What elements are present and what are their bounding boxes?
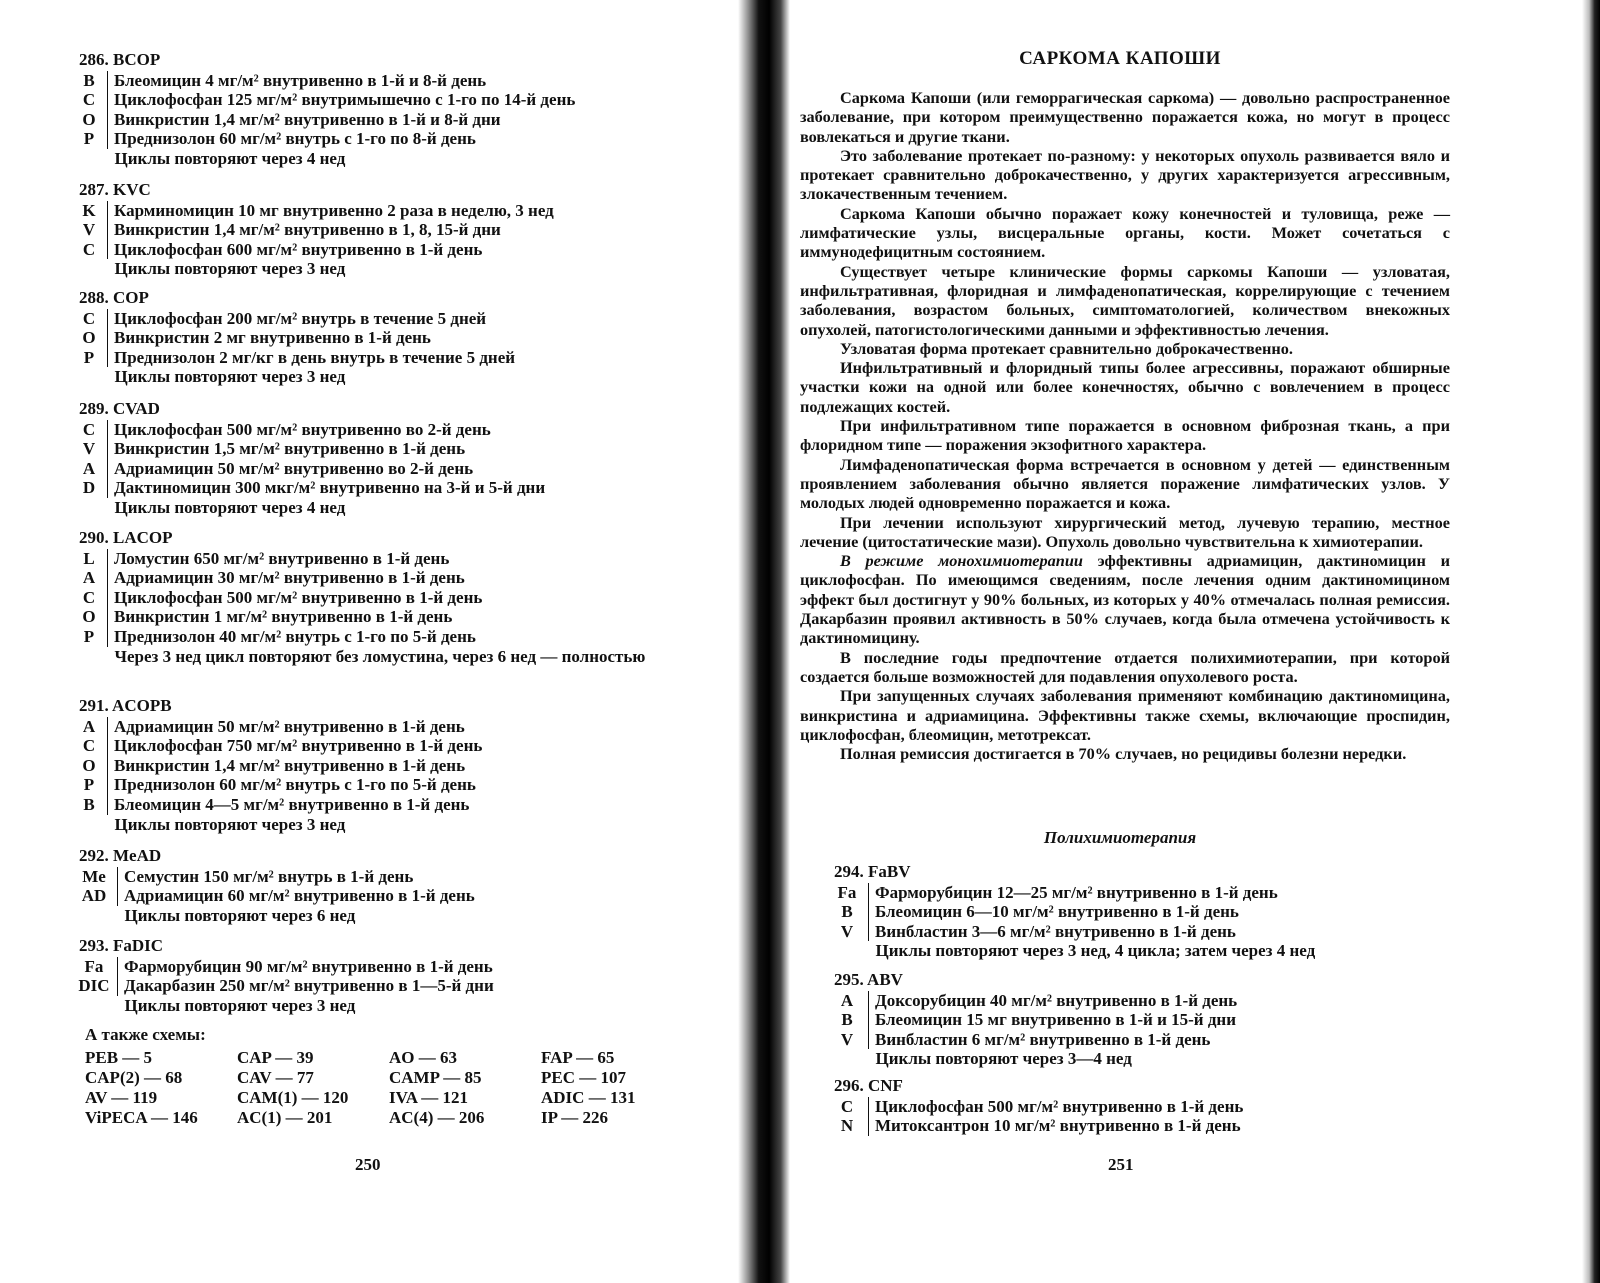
- regimen-table: [75, 201, 554, 279]
- regimen-table: [75, 867, 475, 926]
- drug-code: P: [83, 626, 95, 646]
- regimen-block: [75, 180, 554, 279]
- body-paragraph: [800, 551, 1450, 647]
- also-schemes-grid: [85, 1048, 671, 1128]
- drug-code: A: [82, 716, 96, 736]
- chapter-body: [800, 88, 1450, 763]
- regimen-row: [75, 957, 494, 977]
- cycle-note: Циклы повторяют через 3 нед, 4 цикла; затем через 4 нед: [875, 941, 1316, 961]
- drug-dosage: Винкристин 1,4 мг/м² внутривенно в 1-й день: [108, 756, 483, 776]
- drug-code: C: [82, 308, 96, 328]
- right-page: [790, 0, 1600, 1283]
- drug-code: AD: [81, 886, 107, 906]
- regimen-row: [75, 201, 554, 221]
- drug-code: O: [82, 755, 96, 775]
- drug-dosage: Блеомицин 6—10 мг/м² внутривенно в 1-й день: [869, 902, 1316, 922]
- paragraph-text: Полная ремиссия достигается в 70% случаев, но рецидивы болезни нередки.: [840, 744, 1407, 764]
- cycle-note: Циклы повторяют через 3 нед: [124, 995, 356, 1015]
- regimen-row: [75, 478, 545, 498]
- drug-code: D: [82, 478, 96, 498]
- drug-code: B: [83, 794, 95, 814]
- body-paragraph: [800, 146, 1450, 204]
- drug-code: N: [840, 1116, 854, 1136]
- cycle-note: Циклы повторяют через 3 нед: [114, 367, 346, 387]
- regimen-title: 289. CVAD: [79, 399, 160, 418]
- drug-dosage: Ломустин 650 мг/м² внутривенно в 1-й день: [108, 549, 670, 569]
- body-paragraph: [800, 648, 1450, 687]
- body-paragraph: [800, 416, 1450, 455]
- drug-code: C: [82, 239, 96, 259]
- scheme-reference: IP — 226: [541, 1108, 609, 1127]
- drug-code: O: [82, 109, 96, 129]
- drug-dosage: Преднизолон 40 мг/м² внутрь с 1-го по 5-й день: [108, 627, 670, 647]
- scheme-reference: ViPECA — 146: [85, 1108, 198, 1127]
- regimen-title: 286. BCOP: [79, 50, 161, 69]
- regimen-row: [830, 991, 1237, 1011]
- drug-dosage: Блеомицин 4—5 мг/м² внутривенно в 1-й день: [108, 795, 483, 815]
- drug-code: A: [82, 568, 96, 588]
- drug-dosage: Преднизолон 2 мг/кг в день внутрь в течение 5 дней: [108, 348, 516, 368]
- scheme-reference: CAV — 77: [237, 1068, 314, 1087]
- drug-dosage: Фарморубицин 90 мг/м² внутривенно в 1-й день: [118, 957, 494, 977]
- scheme-reference: AO — 63: [389, 1048, 457, 1067]
- regimen-row: [830, 1116, 1243, 1136]
- regimen-row: [830, 883, 1315, 903]
- drug-code: P: [83, 129, 95, 149]
- paragraph-text: При инфильтративном типе поражается в основном фиброзная ткань, а при флоридном типе — поражения экзофитного характера.: [800, 416, 1450, 455]
- regimen-row: [830, 902, 1315, 922]
- regimen-block: [75, 399, 545, 518]
- regimen-row: [75, 90, 575, 110]
- drug-code: C: [840, 1096, 854, 1116]
- drug-dosage: Фарморубицин 12—25 мг/м² внутривенно в 1-й день: [869, 883, 1316, 903]
- regimen-table: [830, 883, 1315, 961]
- drug-dosage: Циклофосфан 600 мг/м² внутривенно в 1-й день: [108, 240, 554, 260]
- drug-code: B: [841, 1010, 853, 1030]
- scheme-reference: PEB — 5: [85, 1048, 153, 1067]
- regimen-row: [75, 627, 670, 647]
- body-paragraph: [800, 88, 1450, 146]
- drug-code: C: [82, 587, 96, 607]
- regimen-row: [75, 568, 670, 588]
- regimen-row: [75, 756, 482, 776]
- drug-dosage: Преднизолон 60 мг/м² внутрь с 1-го по 5-й день: [108, 775, 483, 795]
- regimen-row: [75, 795, 482, 815]
- drug-dosage: Циклофосфан 500 мг/м² внутривенно в 1-й день: [108, 588, 670, 608]
- body-paragraph: [800, 686, 1450, 744]
- left-page: [0, 0, 770, 1283]
- drug-code: P: [83, 775, 95, 795]
- paragraph-lead: В режиме монохимиотерапии: [840, 551, 1083, 571]
- regimen-row: [830, 1097, 1243, 1117]
- drug-code: B: [841, 902, 853, 922]
- drug-dosage: Винбластин 3—6 мг/м² внутривенно в 1-й день: [869, 922, 1316, 942]
- drug-dosage: Дакарбазин 250 мг/м² внутривенно в 1—5-й дни: [118, 976, 494, 996]
- drug-dosage: Семустин 150 мг/м² внутрь в 1-й день: [118, 867, 475, 887]
- body-paragraph: [800, 262, 1450, 339]
- scheme-reference: CAP(2) — 68: [85, 1068, 183, 1087]
- scheme-reference: CAMP — 85: [389, 1068, 482, 1087]
- regimen-table: [75, 309, 515, 387]
- page-edge: [1582, 0, 1600, 1283]
- paragraph-text: Узловатая форма протекает сравнительно доброкачественно.: [840, 338, 1294, 358]
- regimen-row: [830, 1010, 1237, 1030]
- regimen-block: [75, 288, 515, 387]
- paragraph-text: Это заболевание протекает по-разному: у некоторых опухоль развивается вяло и протекает сравнительно доброкачественно, у других характеризуется агрессивным, злокачественным течением.: [800, 145, 1450, 204]
- regimen-block: [830, 970, 1237, 1069]
- regimen-row: [75, 420, 545, 440]
- drug-code: O: [82, 328, 96, 348]
- body-paragraph: [800, 204, 1450, 262]
- body-paragraph: [800, 339, 1450, 358]
- regimen-row: [75, 775, 482, 795]
- regimen-block: [830, 862, 1315, 961]
- drug-code: C: [82, 419, 96, 439]
- drug-dosage: Циклофосфан 125 мг/м² внутримышечно с 1-го по 14-й день: [108, 90, 576, 110]
- also-schemes: [85, 1025, 671, 1128]
- regimen-title: 290. LACOP: [79, 528, 173, 547]
- regimen-block: [75, 50, 575, 169]
- regimen-row: [75, 588, 670, 608]
- regimen-title: 288. COP: [79, 288, 149, 307]
- drug-dosage: Адриамицин 60 мг/м² внутривенно в 1-й день: [118, 886, 475, 906]
- drug-dosage: Винкристин 1,4 мг/м² внутривенно в 1, 8, 15-й дни: [108, 220, 554, 240]
- regimen-block: [75, 528, 670, 666]
- drug-code: L: [83, 548, 95, 568]
- regimen-row: [75, 309, 515, 329]
- drug-dosage: Дактиномицин 300 мкг/м² внутривенно на 3-й и 5-й дни: [108, 478, 546, 498]
- scheme-reference: CAP — 39: [237, 1048, 314, 1067]
- regimen-block: [830, 1076, 1243, 1136]
- regimen-table: [75, 549, 670, 667]
- regimen-table: [830, 1097, 1243, 1136]
- paragraph-text: Инфильтративный и флоридный типы более агрессивны, поражают обширные участки кожи на одной или более конечностях, обычно с вовлечением в процесс подлежащих костей.: [800, 358, 1450, 416]
- drug-code: A: [840, 990, 854, 1010]
- drug-code: Fa: [837, 882, 857, 902]
- regimen-row: [75, 717, 482, 737]
- cycle-note: Через 3 нед цикл повторяют без ломустина, через 6 нед — полностью: [114, 646, 646, 666]
- drug-dosage: Митоксантрон 10 мг/м² внутривенно в 1-й день: [869, 1116, 1244, 1136]
- drug-code: C: [82, 736, 96, 756]
- scheme-reference: PEC — 107: [541, 1068, 626, 1087]
- drug-code: K: [82, 200, 96, 220]
- regimen-block: [75, 696, 482, 834]
- drug-code: V: [82, 220, 96, 240]
- regimen-title: 295. ABV: [834, 970, 903, 989]
- drug-code: V: [82, 439, 96, 459]
- regimen-table: [75, 71, 575, 169]
- regimen-title: 293. FaDIC: [79, 936, 164, 955]
- drug-dosage: Циклофосфан 500 мг/м² внутривенно во 2-й день: [108, 420, 546, 440]
- paragraph-text: Саркома Капоши обычно поражает кожу конечностей и туловища, реже — лимфатические узлы, висцеральные органы, кости. Может сочетаться с иммунодефицитным состоянием.: [800, 203, 1450, 262]
- drug-code: DIC: [78, 976, 110, 996]
- cycle-note: Циклы повторяют через 3 нед: [114, 814, 346, 834]
- drug-dosage: Блеомицин 15 мг внутривенно в 1-й и 15-й дни: [869, 1010, 1238, 1030]
- drug-dosage: Блеомицин 4 мг/м² внутривенно в 1-й и 8-й день: [108, 71, 576, 91]
- paragraph-text: Существует четыре клинические формы саркомы Капоши — узловатая, инфильтративная, флоридная и лимфаденопатическая, коррелирующие с течением заболевания, возрастом больных, симптоматологией, количеством внекожных опухолей, патогистологическими данными и эффективностью лечения.: [800, 261, 1450, 339]
- drug-dosage: Винбластин 6 мг/м² внутривенно в 1-й день: [869, 1030, 1238, 1050]
- body-paragraph: [800, 744, 1450, 763]
- paragraph-text: Саркома Капоши (или геморрагическая саркома) — довольно распространенное заболевание, при котором преимущественно поражается кожа, но могут в процесс вовлекаться и другие ткани.: [800, 88, 1450, 146]
- regimen-row: [75, 220, 554, 240]
- regimen-row: [75, 607, 670, 627]
- drug-dosage: Доксорубицин 40 мг/м² внутривенно в 1-й день: [869, 991, 1238, 1011]
- regimen-row: [830, 922, 1315, 942]
- regimen-row: [75, 976, 494, 996]
- chapter-heading: САРКОМА КАПОШИ: [1019, 48, 1221, 69]
- drug-dosage: Винкристин 1,4 мг/м² внутривенно в 1-й и 8-й дни: [108, 110, 576, 130]
- drug-dosage: Адриамицин 50 мг/м² внутривенно во 2-й день: [108, 459, 546, 479]
- page-number: 250: [355, 1155, 381, 1174]
- regimen-row: [75, 867, 475, 887]
- regimen-title: 294. FaBV: [834, 862, 911, 881]
- scheme-reference: CAM(1) — 120: [237, 1088, 349, 1107]
- drug-dosage: Циклофосфан 500 мг/м² внутривенно в 1-й день: [869, 1097, 1244, 1117]
- drug-dosage: Винкристин 1 мг/м² внутривенно в 1-й день: [108, 607, 670, 627]
- body-paragraph: [800, 455, 1450, 513]
- body-paragraph: [800, 513, 1450, 552]
- drug-dosage: Адриамицин 30 мг/м² внутривенно в 1-й день: [108, 568, 670, 588]
- regimen-row: [830, 1030, 1237, 1050]
- scheme-reference: AC(1) — 201: [237, 1108, 333, 1127]
- paragraph-text: Лимфаденопатическая форма встречается в основном у детей — единственным проявлением заболевания обычно является поражение лимфатических узлов. У молодых людей одновременно поражается и кожа.: [800, 454, 1450, 513]
- regimen-row: [75, 240, 554, 260]
- scheme-reference: AV — 119: [85, 1088, 158, 1107]
- also-schemes-title: А также схемы:: [85, 1025, 206, 1044]
- drug-dosage: Циклофосфан 750 мг/м² внутривенно в 1-й день: [108, 736, 483, 756]
- body-paragraph: [800, 358, 1450, 416]
- regimen-row: [75, 71, 575, 91]
- regimen-title: 296. CNF: [834, 1076, 903, 1095]
- regimen-block: [75, 846, 475, 925]
- drug-code: P: [83, 347, 95, 367]
- paragraph-text: При лечении используют хирургический метод, лучевую терапию, местное лечение (цитостатические мази). Опухоль довольно чувствительна к химиотерапии.: [800, 512, 1450, 551]
- drug-code: Me: [82, 866, 106, 886]
- drug-code: O: [82, 607, 96, 627]
- regimen-row: [75, 459, 545, 479]
- drug-dosage: Винкристин 1,5 мг/м² внутривенно в 1-й день: [108, 439, 546, 459]
- scheme-reference: ADIC — 131: [541, 1088, 636, 1107]
- regimen-row: [75, 348, 515, 368]
- section-subheading: Полихимиотерапия: [1043, 828, 1197, 847]
- drug-code: A: [82, 458, 96, 478]
- paragraph-text: эффективны адриамицин, дактиномицин и циклофосфан. По имеющимся сведениям, после лечения одним дактиномицином эффект был достигнут у 90% больных, из которых у 40% отмечалась полная ремиссия. Дакарбазин проявил активность в 50% случаев, когда была отмечена устойчивость к дактиномицину.: [800, 551, 1450, 648]
- regimen-title: 292. MeAD: [79, 846, 162, 865]
- drug-code: B: [83, 70, 95, 90]
- regimen-row: [75, 886, 475, 906]
- scheme-reference: IVA — 121: [389, 1088, 469, 1107]
- book-spine: [738, 0, 790, 1283]
- paragraph-text: В последние годы предпочтение отдается полихимиотерапии, при которой создается больше возможностей для подавления опухолевого роста.: [800, 647, 1450, 686]
- regimen-table: [75, 717, 482, 835]
- regimen-row: [75, 549, 670, 569]
- drug-code: C: [82, 90, 96, 110]
- regimen-row: [75, 328, 515, 348]
- drug-dosage: Карминомицин 10 мг внутривенно 2 раза в неделю, 3 нед: [108, 201, 554, 221]
- cycle-note: Циклы повторяют через 3—4 нед: [875, 1049, 1132, 1069]
- cycle-note: Циклы повторяют через 4 нед: [114, 148, 346, 168]
- regimen-row: [75, 736, 482, 756]
- scheme-reference: AC(4) — 206: [389, 1108, 485, 1127]
- regimen-block: [75, 936, 494, 1015]
- regimen-row: [75, 110, 575, 130]
- regimen-title: 291. ACOPB: [79, 696, 172, 715]
- drug-dosage: Циклофосфан 200 мг/м² внутрь в течение 5 дней: [108, 309, 516, 329]
- drug-dosage: Преднизолон 60 мг/м² внутрь с 1-го по 8-й день: [108, 129, 576, 149]
- drug-code: V: [840, 1029, 854, 1049]
- regimen-table: [75, 957, 494, 1016]
- cycle-note: Циклы повторяют через 4 нед: [114, 497, 346, 517]
- cycle-note: Циклы повторяют через 6 нед: [124, 905, 356, 925]
- cycle-note: Циклы повторяют через 3 нед: [114, 259, 346, 279]
- drug-dosage: Винкристин 2 мг внутривенно в 1-й день: [108, 328, 516, 348]
- paragraph-text: При запущенных случаях заболевания применяют комбинацию дактиномицина, винкристина и адриамицина. Эффективны также схемы, включающие проспидин, циклофосфан, блеомицин, метотрексат.: [800, 686, 1450, 744]
- regimen-table: [830, 991, 1237, 1069]
- page-number: 251: [1108, 1155, 1134, 1174]
- drug-code: Fa: [84, 956, 104, 976]
- drug-dosage: Адриамицин 50 мг/м² внутривенно в 1-й день: [108, 717, 483, 737]
- regimen-title: 287. KVC: [79, 180, 151, 199]
- scheme-reference: FAP — 65: [541, 1048, 615, 1067]
- drug-code: V: [840, 921, 854, 941]
- regimen-row: [75, 129, 575, 149]
- regimen-table: [75, 420, 545, 518]
- regimen-row: [75, 439, 545, 459]
